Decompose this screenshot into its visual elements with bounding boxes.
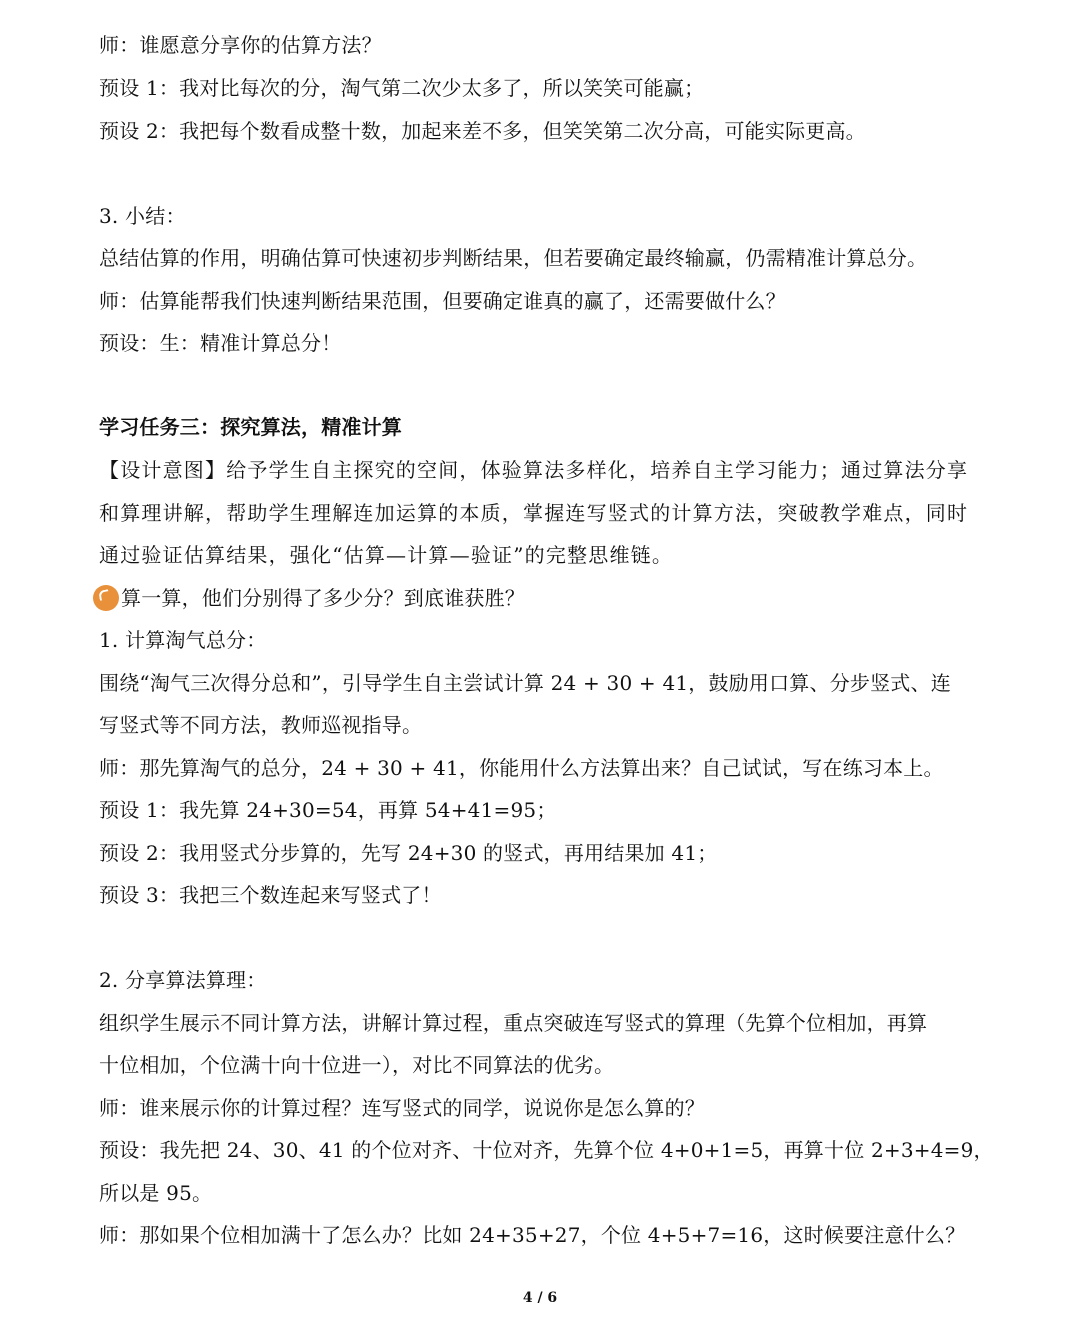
text-line: 师：谁愿意分享你的估算方法？ [99,33,382,57]
orange-dot-icon [93,585,119,611]
section-heading-summary: 3. 小结： [99,204,186,228]
text-line: 预设 3：我把三个数连起来写竖式了！ [99,883,442,907]
text-line: 总结估算的作用，明确估算可快速初步判断结果，但若要确定最终输赢，仍需精准计算总分。 [99,246,928,270]
text-line: 预设 1：我先算 24+30=54，再算 54+41=95； [99,798,557,822]
question-line: 算一算，他们分别得了多少分？到底谁获胜？ [121,586,525,610]
text-line: 预设 2：我把每个数看成整十数，加起来差不多，但笑笑第二次分高，可能实际更高。 [99,119,866,143]
section-heading-share: 2. 分享算法算理： [99,968,267,992]
text-line: 师：那如果个位相加满十了怎么办？比如 24+35+27，个位 4+5+7=16，这时候要注意什么？ [99,1223,966,1247]
section-heading-calc: 1. 计算淘气总分： [99,628,267,652]
text-line: 组织学生展示不同计算方法，讲解计算过程，重点突破连写竖式的算理（先算个位相加，再算 [99,1011,928,1035]
text-line: 所以是 95。 [99,1181,213,1205]
text-line: 写竖式等不同方法，教师巡视指导。 [99,713,423,737]
page-number: 4 / 6 [522,1290,558,1306]
design-intent-line: 通过验证估算结果，强化“估算—计算—验证”的完整思维链。 [99,543,674,567]
text-line: 预设 1：我对比每次的分，淘气第二次少太多了，所以笑笑可能赢； [99,76,705,100]
text-line: 师：那先算淘气的总分，24 + 30 + 41，你能用什么方法算出来？自己试试，写在练习本上。 [99,756,944,780]
task-heading: 学习任务三：探究算法，精准计算 [99,415,402,439]
text-line: 师：谁来展示你的计算过程？连写竖式的同学，说说你是怎么算的？ [99,1096,705,1120]
text-line: 预设：我先把 24、30、41 的个位对齐、十位对齐，先算个位 4+0+1=5，再算十位 2+3+4=9， [99,1138,994,1162]
design-intent-line: 【设计意图】给予学生自主探究的空间，体验算法多样化，培养自主学习能力；通过算法分享 [99,458,969,482]
text-line: 预设：生：精准计算总分！ [99,331,342,355]
text-line: 围绕“淘气三次得分总和”，引导学生自主尝试计算 24 + 30 + 41，鼓励用口算、分步竖式、连 [99,671,951,695]
text-line: 师：估算能帮我们快速判断结果范围，但要确定谁真的赢了，还需要做什么？ [99,289,786,313]
text-line: 十位相加，个位满十向十位进一），对比不同算法的优劣。 [99,1053,615,1077]
text-line: 预设 2：我用竖式分步算的，先写 24+30 的竖式，再用结果加 41； [99,841,718,865]
design-intent-line: 和算理讲解，帮助学生理解连加运算的本质，掌握连写竖式的计算方法，突破教学难点，同时 [99,501,969,525]
